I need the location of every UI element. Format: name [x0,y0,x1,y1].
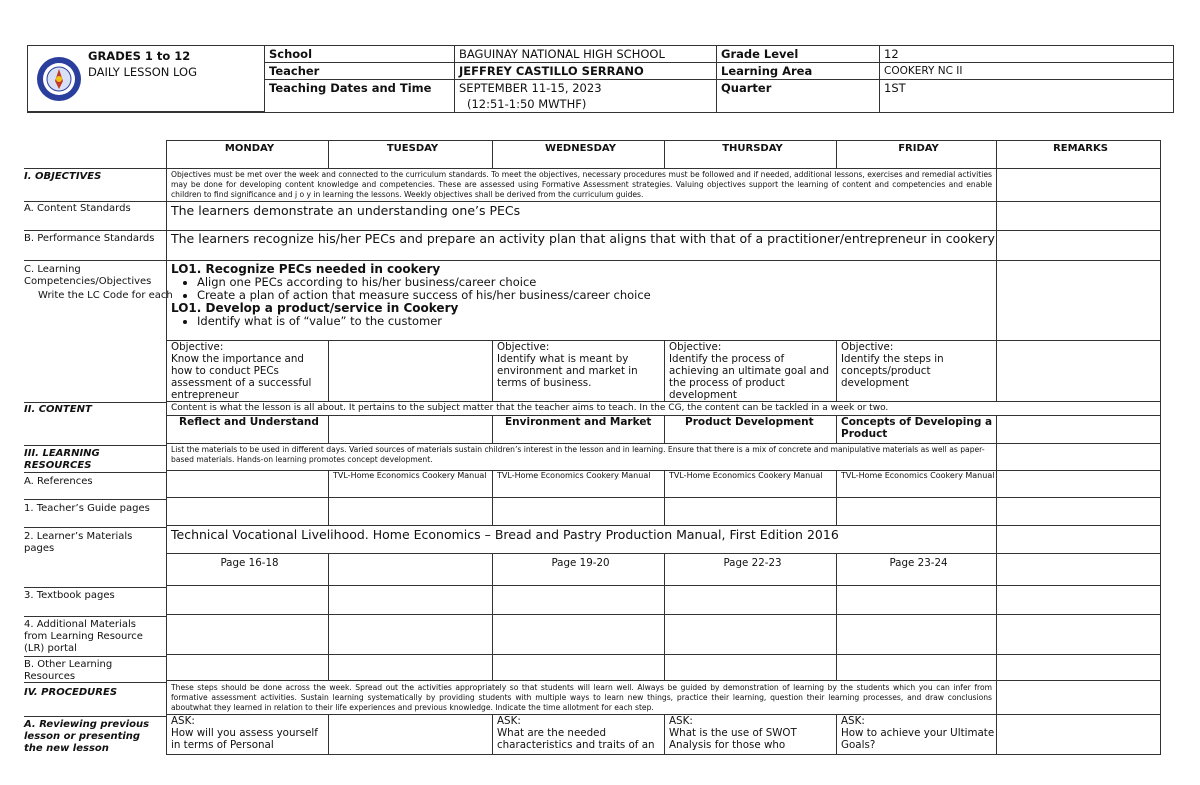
reference-thursday: TVL-Home Economics Cookery Manual [665,471,837,498]
page-monday: Page 16-18 [167,554,329,586]
textbook-label: 3. Textbook pages [24,590,115,601]
reference-tuesday: TVL-Home Economics Cookery Manual [329,471,493,498]
grade-label: Grade Level [717,46,880,63]
teacher-label: Teacher [265,63,455,80]
rule [24,499,166,500]
resources-text: List the materials to be used in different days. Varied sources of materials sustain children’s interest in the lesson and in learning. Ensure that there is a mix of concrete and manipulative materials as well as paper-based materials. Hands-on learning promotes concept development. [167,444,997,471]
additional-materials-label: 4. Additional Materials from Learning Resource (LR) portal [24,619,143,654]
reference-wednesday: TVL-Home Economics Cookery Manual [493,471,665,498]
competencies-label-2: Competencies/Objectives [24,276,152,287]
lo2-list [171,315,996,328]
resources-label: III. LEARNING RESOURCES [24,448,100,471]
competencies-cell [167,261,997,341]
lo2-item: • Identify what is of “value” to the customer [197,315,996,328]
content-text: Content is what the lesson is all about. It pertains to the subject matter that the teacher aims to teach. In the CG, the content can be tackled in a week or two. [167,402,1161,416]
lo1-item: • Create a plan of action that measure success of his/her business/career choice [197,289,996,302]
reference-friday: TVL-Home Economics Cookery Manual [837,471,997,498]
rule [24,587,166,588]
quarter-value: 1ST [880,80,1174,113]
day-remarks: REMARKS [997,141,1161,169]
rule [24,682,166,683]
school-label: School [265,46,455,63]
rule [24,201,166,202]
review-label: A. Reviewing previous lesson or presenting the new lesson [24,719,150,754]
objective-monday: Objective: Know the importance and how to conduct PECs assessment of a successful entrepreneur [167,341,329,402]
ask-wednesday: ASK: What are the needed characteristics and traits of an [493,715,665,755]
topic-thursday: Product Development [665,416,837,444]
page-thursday: Page 22-23 [665,554,837,586]
dates-cell [455,80,717,113]
lo1-item: • Align one PECs according to his/her business/career choice [197,276,996,289]
header-title-line1: GRADES 1 to 12 [88,49,191,63]
procedures-text: These steps should be done across the week. Spread out the activities appropriately so that students will learn well. Always be guided by demonstration of learning by the students which you can infer from formative assessment activities. Sustain learning systematically by providing students with multiple ways to learn new things, practice their learning, question their learning processes, and draw conclusions aboutwhat they learned in relation to their life experiences and previous knowledge. Indicate the time allotment for each step. [167,681,997,715]
competencies-label-1: C. Learning [24,264,81,275]
performance-standards-label: B. Performance Standards [24,233,155,244]
quarter-label: Quarter [717,80,880,113]
references-label: A. References [24,476,93,487]
other-resources-label: B. Other Learning Resources [24,659,113,682]
rule [24,527,166,528]
day-monday: MONDAY [167,141,329,169]
ask-thursday: ASK: What is the use of SWOT Analysis for those who [665,715,837,755]
area-value: COOKERY NC II [880,63,1174,80]
day-wednesday: WEDNESDAY [493,141,665,169]
teacher-value: JEFFREY CASTILLO SERRANO [455,63,717,80]
header-info-table [27,45,1174,113]
topic-friday: Concepts of Developing a Product [837,416,997,444]
left-label-rule-top [24,168,166,169]
day-friday: FRIDAY [837,141,997,169]
learners-materials-text: Technical Vocational Livelihood. Home Economics – Bread and Pastry Production Manual, First Edition 2016 [167,526,997,554]
rule [24,656,166,657]
area-label: Learning Area [717,63,880,80]
learners-materials-label: 2. Learner’s Materials pages [24,531,133,554]
performance-standards-text: The learners recognize his/her PECs and prepare an activity plan that aligns that with that of a practitioner/entrepreneur in cookery [167,231,997,261]
day-tuesday: TUESDAY [329,141,493,169]
procedures-label: IV. PROCEDURES [24,687,118,698]
header-title-line2: DAILY LESSON LOG [88,65,198,79]
time-value: (12:51-1:50 MWTHF) [467,97,587,111]
objective-wednesday: Objective: Identify what is meant by environment and market in terms of business. [493,341,665,402]
rule [24,616,166,617]
day-thursday: THURSDAY [665,141,837,169]
teachers-guide-label: 1. Teacher’s Guide pages [24,503,150,514]
topic-monday: Reflect and Understand [167,416,329,444]
content-standards-text: The learners demonstrate an understanding one’s PECs [167,202,997,231]
page-friday: Page 23-24 [837,554,997,586]
rule [24,472,166,473]
content-standards-label: A. Content Standards [24,203,131,214]
dates-value: SEPTEMBER 11-15, 2023 [459,81,602,95]
lo2-title: LO1. Develop a product/service in Cookery [171,301,459,315]
content-label: II. CONTENT [24,404,92,415]
objective-thursday: Objective: Identify the process of achieving an ultimate goal and the process of product development [665,341,837,402]
lesson-log-table [166,140,1161,755]
ask-friday: ASK: How to achieve your Ultimate Goals? [837,715,997,755]
topic-wednesday: Environment and Market [493,416,665,444]
grade-value: 12 [880,46,1174,63]
objectives-label: I. OBJECTIVES [24,171,102,182]
rule [24,445,166,446]
school-value: BAGUINAY NATIONAL HIGH SCHOOL [455,46,717,63]
lo1-list [171,276,996,302]
competencies-label-3: Write the LC Code for each [38,290,173,301]
objective-friday: Objective: Identify the steps in concepts/product development [837,341,997,402]
page-wednesday: Page 19-20 [493,554,665,586]
rule [24,260,166,261]
lo1-title: LO1. Recognize PECs needed in cookery [171,262,441,276]
rule [24,716,166,717]
rule [24,402,166,403]
rule [24,230,166,231]
ask-monday: ASK: How will you assess yourself in terms of Personal [167,715,329,755]
dates-label: Teaching Dates and Time [265,80,455,113]
objectives-text: Objectives must be met over the week and connected to the curriculum standards. To meet the objectives, necessary procedures must be followed and if needed, additional lessons, exercises and remedial activities may be done for developing content knowledge and competencies. These are assessed using Formative Assessment strategies. Valuing objectives support the learning of content and competencies and enable children to find significance and j o y in learning the lessons. Weekly objectives shall be derived from the curriculum guides. [167,169,997,202]
